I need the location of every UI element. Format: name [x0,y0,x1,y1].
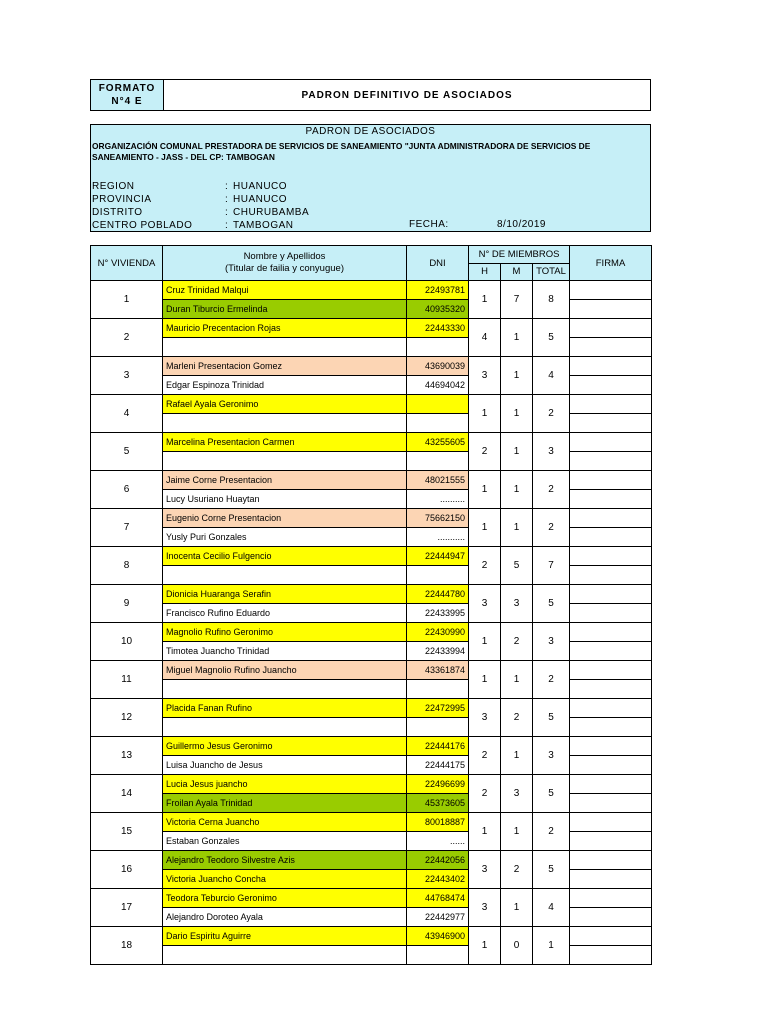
table-row [91,471,652,490]
members-total: 2 [533,813,570,851]
signature-line [570,908,651,926]
signature-line [570,433,651,452]
member-dni [407,452,469,471]
vivienda-number: 7 [91,509,163,547]
member-dni [407,680,469,699]
member-name: Magnolio Rufino Geronimo [163,623,407,642]
member-name: Timotea Juancho Trinidad [163,642,407,661]
table-row [91,661,652,680]
signature-cell[interactable] [570,395,652,433]
members-h: 1 [469,509,501,547]
signature-line [570,376,651,394]
members-h: 3 [469,357,501,395]
vivienda-number: 4 [91,395,163,433]
signature-line [570,718,651,736]
signature-line [570,300,651,318]
table-row [91,775,652,794]
signature-cell[interactable] [570,851,652,889]
member-dni: 22433994 [407,642,469,661]
members-total: 4 [533,357,570,395]
field-label: DISTRITO [92,207,143,218]
members-m: 1 [501,395,533,433]
signature-line [570,699,651,718]
table-row [91,357,652,376]
member-name: Inocenta Cecilio Fulgencio [163,547,407,566]
members-m: 2 [501,623,533,661]
signature-line [570,319,651,338]
member-name: Victoria Cerna Juancho [163,813,407,832]
table-row [91,585,652,604]
signature-line [570,775,651,794]
members-m: 3 [501,585,533,623]
member-dni: 48021555 [407,471,469,490]
vivienda-number: 5 [91,433,163,471]
signature-line [570,946,651,964]
signature-line [570,338,651,356]
format-header [90,79,651,111]
signature-line [570,471,651,490]
field-sep: : [225,220,229,231]
format-label-line1: FORMATO [98,83,156,94]
member-name: Rafael Ayala Geronimo [163,395,407,414]
member-name: Teodora Teburcio Geronimo [163,889,407,908]
members-h: 3 [469,889,501,927]
field-sep: : [225,207,229,218]
members-h: 1 [469,395,501,433]
table-body [91,281,652,965]
header-nombre [163,246,407,281]
organization-name: ORGANIZACIÓN COMUNAL PRESTADORA DE SERVICIOS DE SANEAMIENTO "JUNTA ADMINISTRADORA DE SERVICIOS DE SANEAMIENTO - JASS - DEL CP: TAMBOGAN [92,141,591,162]
signature-cell[interactable] [570,661,652,699]
signature-cell[interactable] [570,585,652,623]
member-dni: 22442977 [407,908,469,927]
signature-line [570,281,651,300]
field-label: REGION [92,181,135,192]
members-m: 1 [501,661,533,699]
table-row [91,319,652,338]
member-dni: ...... [407,832,469,851]
signature-line [570,889,651,908]
signature-line [570,585,651,604]
members-h: 2 [469,547,501,585]
field-sep: : [225,194,229,205]
table-row [91,509,652,528]
member-dni: 44694042 [407,376,469,395]
signature-cell[interactable] [570,433,652,471]
members-h: 3 [469,851,501,889]
member-dni: 40935320 [407,300,469,319]
member-name: Duran Tiburcio Ermelinda [163,300,407,319]
member-dni: 43255605 [407,433,469,452]
member-dni: 22430990 [407,623,469,642]
field-label: CENTRO POBLADO [92,220,193,231]
member-dni: 75662150 [407,509,469,528]
members-m: 1 [501,889,533,927]
member-name: Lucy Usuriano Huaytan [163,490,407,509]
signature-cell[interactable] [570,319,652,357]
member-dni: 22444947 [407,547,469,566]
member-name: Guillermo Jesus Geronimo [163,737,407,756]
table-row [91,395,652,414]
members-total: 1 [533,927,570,965]
members-total: 7 [533,547,570,585]
member-name: Dario Espiritu Aguirre [163,927,407,946]
members-m: 2 [501,699,533,737]
member-dni [407,338,469,357]
vivienda-number: 13 [91,737,163,775]
vivienda-number: 18 [91,927,163,965]
signature-line [570,737,651,756]
member-dni: 44768474 [407,889,469,908]
signature-line [570,623,651,642]
signature-cell[interactable] [570,813,652,851]
members-h: 4 [469,319,501,357]
members-h: 3 [469,699,501,737]
members-total: 3 [533,433,570,471]
signature-line [570,357,651,376]
vivienda-number: 9 [91,585,163,623]
header-h: H [469,263,501,281]
member-name: Marleni Presentacion Gomez [163,357,407,376]
members-total: 2 [533,471,570,509]
member-dni: 22442056 [407,851,469,870]
members-h: 2 [469,775,501,813]
signature-line [570,927,651,946]
signature-line [570,832,651,850]
members-m: 1 [501,433,533,471]
header-dni: DNI [407,246,469,281]
signature-line [570,414,651,432]
signature-line [570,661,651,680]
members-total: 5 [533,775,570,813]
info-box [90,124,651,232]
members-h: 1 [469,623,501,661]
vivienda-number: 12 [91,699,163,737]
header-vivienda: N° VIVIENDA [91,246,163,281]
signature-line [570,813,651,832]
member-dni: 22444780 [407,585,469,604]
field-value: CHURUBAMBA [233,207,310,218]
signature-line [570,547,651,566]
members-m: 5 [501,547,533,585]
vivienda-number: 8 [91,547,163,585]
members-total: 3 [533,737,570,775]
member-name [163,338,407,357]
member-name: Estaban Gonzales [163,832,407,851]
member-dni: 45373605 [407,794,469,813]
members-h: 1 [469,927,501,965]
member-dni: 80018887 [407,813,469,832]
signature-cell[interactable] [570,699,652,737]
field-label: PROVINCIA [92,194,152,205]
table-row [91,851,652,870]
signature-line [570,452,651,470]
field-value: HUANUCO [233,181,288,192]
members-total: 5 [533,699,570,737]
signature-cell[interactable] [570,737,652,775]
signature-line [570,756,651,774]
members-total: 3 [533,623,570,661]
signature-line [570,528,651,546]
member-name: Jaime Corne Presentacion [163,471,407,490]
field-sep: : [225,181,229,192]
signature-line [570,851,651,870]
member-name: Dionicia Huaranga Serafin [163,585,407,604]
member-name: Froilan Ayala Trinidad [163,794,407,813]
members-total: 2 [533,661,570,699]
members-h: 2 [469,433,501,471]
signature-cell[interactable] [570,509,652,547]
member-dni: 22496699 [407,775,469,794]
members-total: 5 [533,319,570,357]
member-name: Alejandro Teodoro Silvestre Azis [163,851,407,870]
member-name: Victoria Juancho Concha [163,870,407,889]
member-dni: 22443330 [407,319,469,338]
vivienda-number: 1 [91,281,163,319]
member-dni: .......... [407,490,469,509]
member-dni: ........... [407,528,469,547]
field-value: HUANUCO [233,194,288,205]
table-row [91,889,652,908]
header-firma: FIRMA [570,246,652,281]
members-h: 2 [469,737,501,775]
signature-cell[interactable] [570,623,652,661]
header-m: M [501,263,533,281]
member-name: Edgar Espinoza Trinidad [163,376,407,395]
member-name: Luisa Juancho de Jesus [163,756,407,775]
member-name: Eugenio Corne Presentacion [163,509,407,528]
table-row [91,927,652,946]
member-name: Yusly Puri Gonzales [163,528,407,547]
members-m: 1 [501,813,533,851]
members-m: 1 [501,737,533,775]
fecha-value: 8/10/2019 [497,219,546,230]
vivienda-number: 17 [91,889,163,927]
vivienda-number: 16 [91,851,163,889]
member-name [163,414,407,433]
members-m: 7 [501,281,533,319]
members-h: 1 [469,813,501,851]
table-row [91,547,652,566]
member-dni: 22444176 [407,737,469,756]
vivienda-number: 6 [91,471,163,509]
member-name [163,452,407,471]
member-name: Francisco Rufino Eduardo [163,604,407,623]
member-dni: 22444175 [407,756,469,775]
signature-cell[interactable] [570,357,652,395]
member-dni [407,566,469,585]
members-total: 2 [533,395,570,433]
table-row [91,813,652,832]
header-miembros: N° DE MIEMBROS [469,246,570,264]
signature-line [570,509,651,528]
vivienda-number: 2 [91,319,163,357]
members-m: 1 [501,357,533,395]
signature-cell[interactable] [570,281,652,319]
vivienda-number: 3 [91,357,163,395]
members-m: 3 [501,775,533,813]
members-m: 1 [501,319,533,357]
document-title: PADRON DEFINITIVO DE ASOCIADOS [301,89,513,101]
vivienda-number: 10 [91,623,163,661]
members-m: 1 [501,509,533,547]
info-title: PADRON DE ASOCIADOS [305,126,436,137]
members-total: 4 [533,889,570,927]
members-m: 0 [501,927,533,965]
table-row [91,699,652,718]
member-name [163,680,407,699]
signature-cell[interactable] [570,471,652,509]
signature-cell[interactable] [570,547,652,585]
member-name [163,566,407,585]
members-total: 5 [533,585,570,623]
vivienda-number: 15 [91,813,163,851]
table-row [91,623,652,642]
members-h: 1 [469,661,501,699]
signature-line [570,604,651,622]
signature-cell[interactable] [570,927,652,965]
member-dni [407,946,469,965]
format-label-line2: N°4 E [111,96,143,107]
fecha-label: FECHA: [409,219,449,230]
table-row [91,737,652,756]
signature-cell[interactable] [570,889,652,927]
signature-line [570,490,651,508]
field-value: TAMBOGAN [233,220,294,231]
header-nombre-line2: (Titular de failia y conyugue) [225,263,344,275]
members-h: 1 [469,471,501,509]
associates-table [90,245,652,965]
members-total: 5 [533,851,570,889]
member-dni: 22443402 [407,870,469,889]
member-name [163,718,407,737]
member-dni: 43690039 [407,357,469,376]
signature-cell[interactable] [570,775,652,813]
member-name: Miguel Magnolio Rufino Juancho [163,661,407,680]
signature-line [570,395,651,414]
vivienda-number: 14 [91,775,163,813]
format-label [91,80,164,110]
table-row [91,281,652,300]
member-dni: 43946900 [407,927,469,946]
signature-line [570,642,651,660]
signature-line [570,566,651,584]
table-row [91,433,652,452]
member-name: Lucia Jesus juancho [163,775,407,794]
member-name: Alejandro Doroteo Ayala [163,908,407,927]
member-name: Placida Fanan Rufino [163,699,407,718]
header-total: TOTAL [533,263,570,281]
member-dni: 22433995 [407,604,469,623]
members-m: 1 [501,471,533,509]
member-dni [407,395,469,414]
member-dni [407,718,469,737]
member-name: Mauricio Precentacion Rojas [163,319,407,338]
members-m: 2 [501,851,533,889]
member-dni: 22472995 [407,699,469,718]
members-h: 1 [469,281,501,319]
signature-line [570,794,651,812]
members-h: 3 [469,585,501,623]
member-dni: 43361874 [407,661,469,680]
member-name [163,946,407,965]
members-total: 8 [533,281,570,319]
signature-line [570,680,651,698]
header-nombre-line1: Nombre y Apellidos [243,251,326,263]
member-name: Marcelina Presentacion Carmen [163,433,407,452]
signature-line [570,870,651,888]
member-dni: 22493781 [407,281,469,300]
member-dni [407,414,469,433]
members-total: 2 [533,509,570,547]
vivienda-number: 11 [91,661,163,699]
member-name: Cruz Trinidad Malqui [163,281,407,300]
